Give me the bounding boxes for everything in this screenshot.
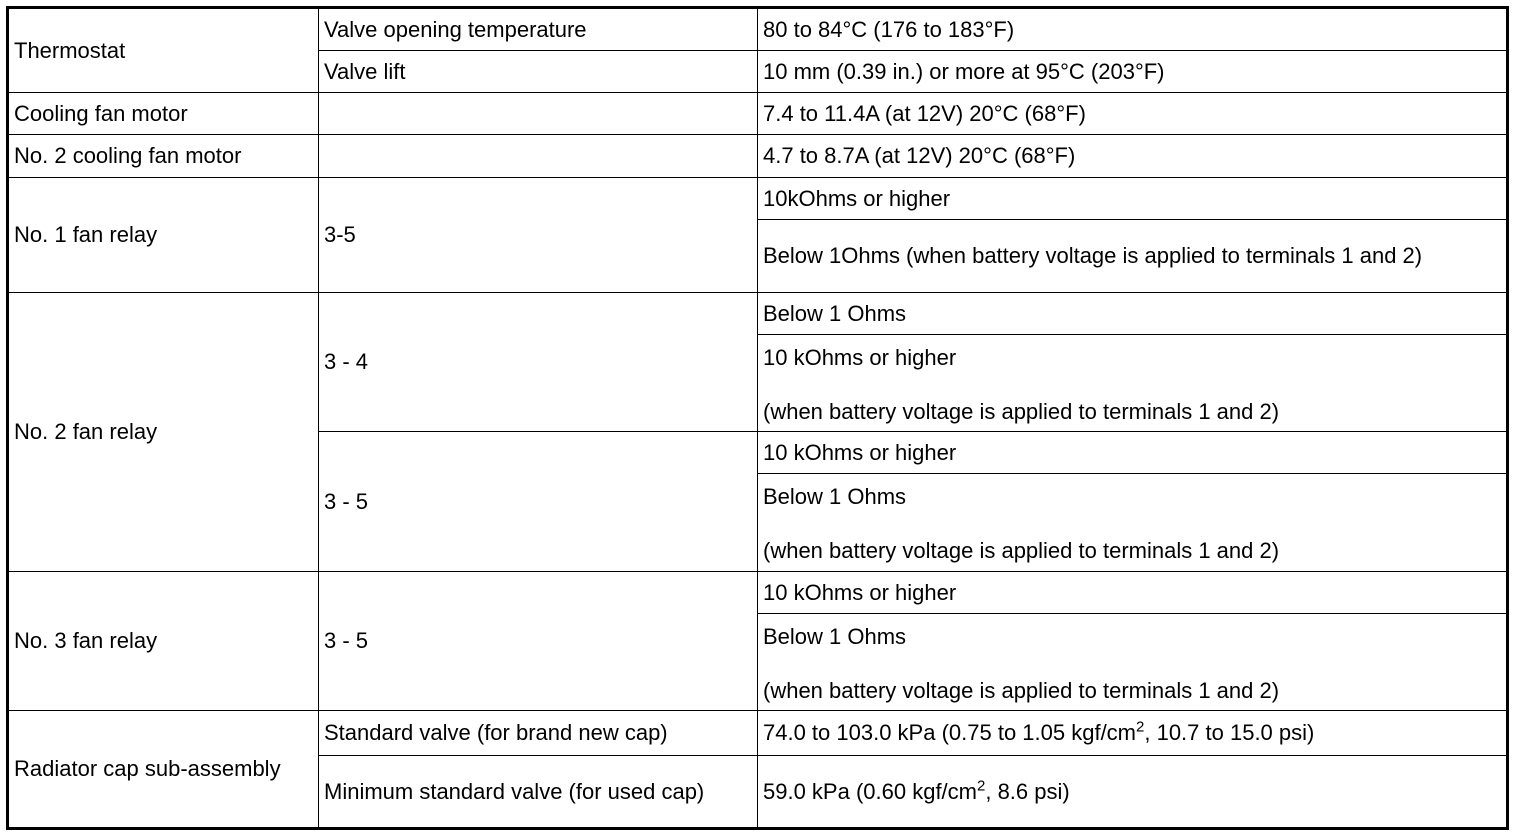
- condition-cell: [319, 135, 758, 178]
- value-cell: [758, 335, 1508, 432]
- value-text: 74.0 to 103.0 kPa (0.75 to 1.05 kgf/cm: [763, 720, 1137, 745]
- value-cell: 7.4 to 11.4A (at 12V) 20°C (68°F): [758, 93, 1508, 135]
- condition-cell: Valve lift: [319, 51, 758, 93]
- component-cell: No. 2 fan relay: [8, 293, 319, 572]
- table-row: [8, 93, 1508, 135]
- terminals-cell: 3-5: [319, 178, 758, 293]
- condition-cell: Minimum standard valve (for used cap): [319, 756, 758, 829]
- component-cell: No. 1 fan relay: [8, 178, 319, 293]
- table-row: [8, 711, 1508, 756]
- value-note: (when battery voltage is applied to terminals 1 and 2): [763, 678, 1280, 703]
- value-note: (when battery voltage is applied to terminals 1 and 2): [763, 538, 1280, 563]
- value-cell: [758, 474, 1508, 572]
- component-cell: Thermostat: [8, 8, 319, 93]
- value-cell: [758, 614, 1508, 711]
- value-line: Below 1 Ohms: [763, 484, 907, 509]
- value-cell: 10 mm (0.39 in.) or more at 95°C (203°F): [758, 51, 1508, 93]
- condition-cell: Valve opening temperature: [319, 8, 758, 51]
- value-line: 10 kOhms or higher: [763, 345, 957, 370]
- component-cell: Radiator cap sub-assembly: [8, 711, 319, 829]
- value-cell: 10 kOhms or higher: [758, 572, 1508, 614]
- table-row: [8, 293, 1508, 335]
- condition-cell: [319, 93, 758, 135]
- superscript: 2: [977, 777, 986, 795]
- table-row: [8, 572, 1508, 614]
- component-cell: No. 2 cooling fan motor: [8, 135, 319, 178]
- value-cell: 10 kOhms or higher: [758, 432, 1508, 474]
- value-cell: 80 to 84°C (176 to 183°F): [758, 8, 1508, 51]
- value-cell: [758, 756, 1508, 829]
- value-line: Below 1 Ohms: [763, 624, 907, 649]
- table-row: [8, 178, 1508, 220]
- condition-cell: Standard valve (for brand new cap): [319, 711, 758, 756]
- value-text: , 8.6 psi): [985, 778, 1070, 804]
- value-cell: Below 1Ohms (when battery voltage is applied to terminals 1 and 2): [758, 220, 1508, 293]
- terminals-cell: 3 - 5: [319, 432, 758, 572]
- superscript: 2: [1136, 718, 1145, 736]
- component-cell: Cooling fan motor: [8, 93, 319, 135]
- specification-table: [6, 6, 1509, 830]
- value-cell: Below 1 Ohms: [758, 293, 1508, 335]
- value-cell: 4.7 to 8.7A (at 12V) 20°C (68°F): [758, 135, 1508, 178]
- table-row: [8, 8, 1508, 51]
- terminals-cell: 3 - 5: [319, 572, 758, 711]
- value-text: 59.0 kPa (0.60 kgf/cm: [763, 778, 977, 804]
- component-cell: No. 3 fan relay: [8, 572, 319, 711]
- value-cell: [758, 711, 1508, 756]
- value-note: (when battery voltage is applied to terminals 1 and 2): [763, 399, 1280, 424]
- table-row: [8, 135, 1508, 178]
- value-cell: 10kOhms or higher: [758, 178, 1508, 220]
- value-text: , 10.7 to 15.0 psi): [1144, 720, 1315, 745]
- terminals-cell: 3 - 4: [319, 293, 758, 432]
